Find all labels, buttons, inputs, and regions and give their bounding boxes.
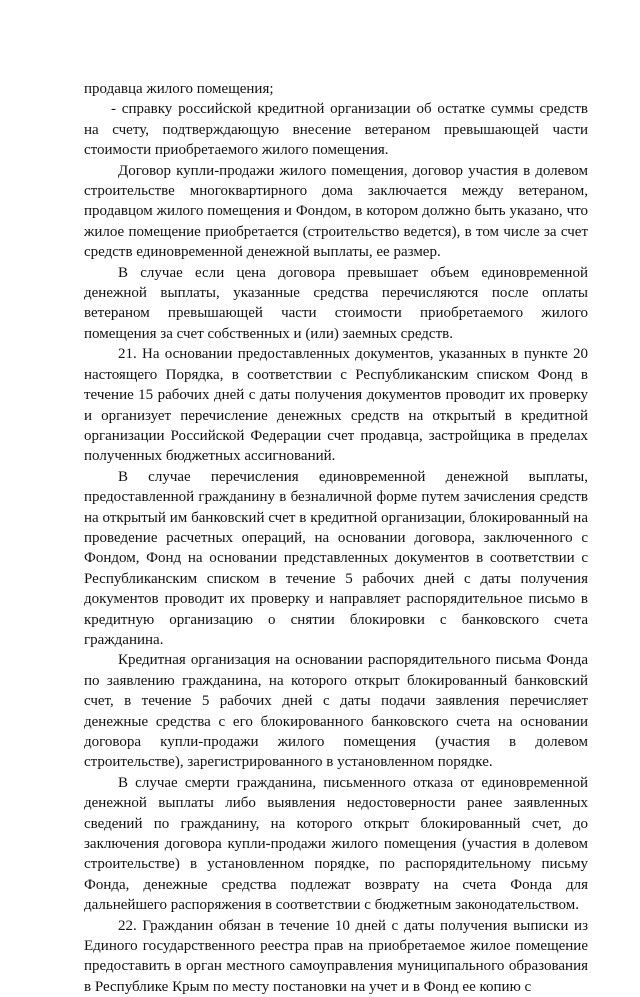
paragraph-price-exceeds: В случае если цена договора превышает объем единовременной денежной выплаты, указанные средства перечисляются после оплаты ветераном превышающей части стоимости приобретаемого жилого помещения за счет собственных и (или) заемных средств. <box>84 264 588 342</box>
paragraph-cashless-transfer: В случае перечисления единовременной денежной выплаты, предоставленной гражданину в безналичной форме путем зачисления средств на открытый им банковский счет в кредитной организации, блокированный на проведение расчетных операций, на основании договора, заключенного с Фондом, Фонд на основании представленных документов в соответствии с Республиканским списком в течение 5 рабочих дней с даты получения документов проводит их проверку и направляет распорядительное письмо в кредитную организацию о снятии блокировки с банковского счета гражданина. <box>84 468 588 648</box>
paragraph-purchase-contract: Договор купли-продажи жилого помещения, договор участия в долевом строительстве многоквартирного дома заключается между ветераном, продавцом жилого помещения и Фондом, в котором должно быть указано, что жилое помещение приобретается (строительство ведется), в том числе за счет средств единовременной денежной выплаты, ее размер. <box>84 162 588 261</box>
document-body <box>84 79 588 997</box>
paragraph-death-refusal: В случае смерти гражданина, письменного отказа от единовременной денежной выплаты либо выявления недостоверности ранее заявленных сведений по гражданину, на которого открыт блокированный счет, до заключения договора купли-продажи жилого помещения (участия в долевом строительстве) в установленном порядке, по распорядительному письму Фонда, денежные средства подлежат возврату на счета Фонда для дальнейшего распоряжения в соответствии с бюджетным законодательством. <box>84 774 588 914</box>
paragraph-bank-certificate: - справку российской кредитной организации об остатке суммы средств на счету, подтверждающую внесение ветераном превышающей части стоимости приобретаемого жилого помещения. <box>84 101 588 159</box>
paragraph-credit-organization: Кредитная организация на основании распорядительного письма Фонда по заявлению гражданина, на которого открыт блокированный банковский счет, в течение 5 рабочих дней с даты подачи заявления перечисляет денежные средства с его блокированного банковского счета на основании договора купли-продажи жилого помещения (участия в долевом строительстве), зарегистрированного в установленном порядке. <box>84 652 588 771</box>
paragraph-item-22: 22. Гражданин обязан в течение 10 дней с даты получения выписки из Единого государственного реестра прав на приобретаемое жилое помещение предоставить в орган местного самоуправления муниципального образования в Республике Крым по месту постановки на учет и в Фонд ее копию с <box>84 917 588 995</box>
paragraph-continuation: продавца жилого помещения; <box>84 81 274 97</box>
paragraph-item-21: 21. На основании предоставленных документов, указанных в пункте 20 настоящего Порядка, в соответствии с Республиканским списком Фонд в течение 15 рабочих дней с даты получения документов проводит их проверку и организует перечисление денежных средств на открытый в кредитной организации Российской Федерации счет продавца, застройщика в пределах полученных бюджетных ассигнований. <box>84 346 588 465</box>
